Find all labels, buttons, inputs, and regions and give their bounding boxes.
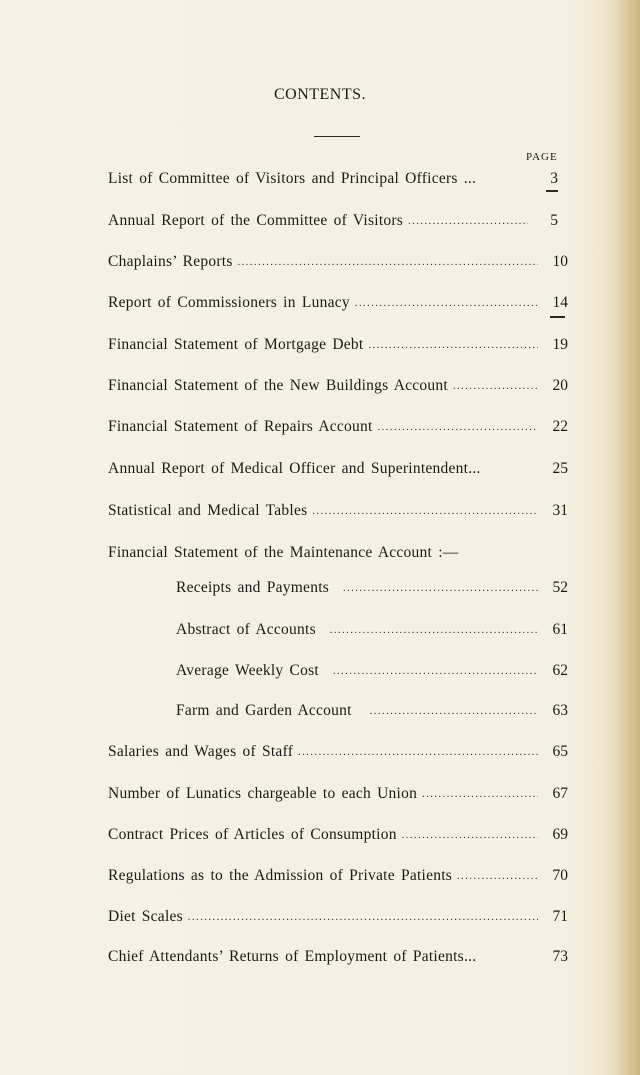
toc-entry-label: Financial Statement of the New Buildings Account	[108, 377, 448, 394]
toc-entry-committee-of-visitors	[108, 168, 558, 190]
toc-entry-page: 67	[552, 785, 568, 802]
toc-entry-contract-prices	[108, 824, 568, 846]
page-number-underline	[546, 190, 558, 192]
page-number-underline	[550, 316, 565, 318]
dot-leader	[333, 661, 538, 683]
toc-entry-admission-regulations	[108, 865, 568, 887]
toc-entry-page: 70	[552, 867, 568, 884]
dot-leader	[312, 501, 538, 523]
toc-entry-page: 69	[552, 826, 568, 843]
toc-entry-annual-report-visitors	[108, 210, 558, 232]
dot-leader	[457, 866, 538, 888]
toc-entry-page: 71	[552, 908, 568, 925]
toc-entry-new-buildings-account	[108, 375, 568, 397]
toc-section-maintenance-account	[108, 542, 568, 564]
toc-entry-page: 19	[552, 336, 568, 353]
toc-entry-page: 14	[552, 294, 568, 311]
page-edge-stain	[618, 0, 640, 1075]
toc-entry-label: Salaries and Wages of Staff	[108, 743, 294, 760]
dot-leader	[408, 211, 528, 233]
toc-entry-lunatics-per-union	[108, 783, 568, 805]
page-column-header: PAGE	[526, 151, 558, 163]
toc-entry-page: 5	[550, 212, 558, 229]
toc-entry-label: Number of Lunatics chargeable to each Union	[108, 785, 418, 802]
toc-entry-page: 73	[552, 948, 568, 965]
dot-leader	[422, 784, 538, 806]
toc-subentry-average-weekly-cost	[176, 660, 568, 682]
toc-entry-label: Financial Statement of Mortgage Debt	[108, 336, 364, 353]
dot-leader	[238, 252, 538, 274]
toc-entry-label: List of Committee of Visitors and Principal Officers ...	[108, 170, 477, 187]
toc-entry-label: Financial Statement of Repairs Account	[108, 418, 373, 435]
toc-entry-page: 10	[552, 253, 568, 270]
toc-entry-commissioners-in-lunacy	[108, 292, 568, 314]
dot-leader	[378, 417, 538, 439]
dot-leader	[188, 907, 538, 929]
toc-entry-page: 62	[552, 662, 568, 679]
toc-entry-page: 31	[552, 502, 568, 519]
toc-entry-attendants-returns	[108, 946, 568, 968]
page-title: CONTENTS.	[273, 86, 367, 103]
toc-entry-repairs-account	[108, 416, 568, 438]
toc-entry-label: Chief Attendants’ Returns of Employment of Patients...	[108, 948, 477, 965]
dot-leader	[453, 376, 538, 398]
toc-entry-statistical-medical-tables	[108, 500, 568, 522]
toc-entry-label: Diet Scales	[108, 908, 183, 925]
dot-leader	[330, 620, 538, 642]
toc-section-label: Financial Statement of the Maintenance Account :—	[108, 544, 459, 561]
dot-leader	[355, 293, 538, 315]
toc-entry-label: Chaplains’ Reports	[108, 253, 233, 270]
toc-entry-page: 25	[552, 460, 568, 477]
toc-entry-page: 65	[552, 743, 568, 760]
toc-entry-mortgage-debt	[108, 334, 568, 356]
toc-entry-label: Average Weekly Cost	[176, 662, 319, 679]
toc-entry-label: Contract Prices of Articles of Consumption	[108, 826, 397, 843]
toc-subentry-receipts-payments	[176, 577, 568, 599]
toc-entry-chaplains-reports	[108, 251, 568, 273]
dot-leader	[343, 578, 538, 600]
toc-entry-diet-scales	[108, 906, 568, 928]
toc-entry-label: Abstract of Accounts	[176, 621, 316, 638]
dot-leader	[298, 742, 538, 764]
toc-entry-label: Farm and Garden Account	[176, 702, 352, 719]
toc-entry-label: Regulations as to the Admission of Private Patients	[108, 867, 453, 884]
toc-entry-label: Statistical and Medical Tables	[108, 502, 308, 519]
toc-entry-medical-officer-report	[108, 458, 568, 480]
dot-leader	[370, 701, 538, 723]
toc-entry-label: Annual Report of the Committee of Visitors	[108, 212, 404, 229]
toc-entry-page: 3	[550, 170, 558, 187]
toc-subentry-farm-garden-account	[176, 700, 568, 722]
toc-entry-label: Annual Report of Medical Officer and Superintendent...	[108, 460, 481, 477]
toc-entry-label: Receipts and Payments	[176, 579, 330, 596]
dot-leader	[402, 825, 538, 847]
toc-entry-page: 63	[552, 702, 568, 719]
toc-entry-page: 52	[552, 579, 568, 596]
toc-entry-page: 22	[552, 418, 568, 435]
toc-entry-salaries-wages	[108, 741, 568, 763]
title-divider	[314, 136, 360, 137]
toc-entry-page: 61	[552, 621, 568, 638]
dot-leader	[368, 335, 538, 357]
toc-entry-page: 20	[552, 377, 568, 394]
toc-subentry-abstract-of-accounts	[176, 619, 568, 641]
toc-entry-label: Report of Commissioners in Lunacy	[108, 294, 350, 311]
